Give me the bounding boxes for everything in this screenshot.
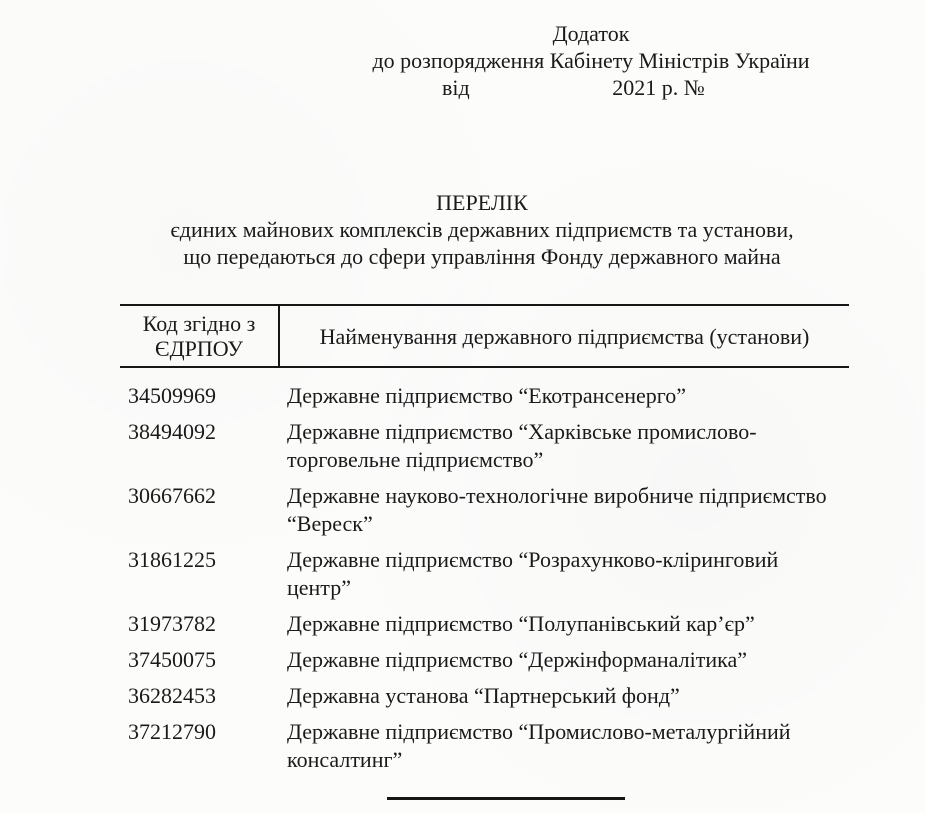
edrpou-code: 37450075 (128, 647, 216, 672)
table-row (128, 610, 853, 638)
appendix-header-line2: до розпорядження Кабінету Міністрів України (372, 48, 810, 73)
enterprise-name: Державне підприємство “Розрахунково-кліринговий центр” (287, 547, 779, 600)
appendix-header-line3 (360, 74, 822, 101)
document-title (102, 189, 862, 270)
enterprise-name: Державне підприємство “Полупанівський кар’єр” (287, 611, 755, 636)
table-row (128, 482, 853, 538)
enterprise-name: Державне підприємство “Держінформаналітика” (287, 647, 747, 672)
enterprise-name: Державне підприємство “Харківське промислово-торговельне підприємство” (287, 419, 757, 472)
name-header-label: Найменування державного підприємства (установи) (319, 323, 810, 349)
edrpou-code: 38494092 (128, 419, 216, 444)
table-row (128, 418, 853, 474)
table-row (128, 718, 853, 774)
edrpou-code: 30667662 (128, 483, 216, 508)
appendix-header (360, 20, 822, 101)
enterprise-name: Державне науково-технологічне виробниче підприємство “Вереск” (287, 483, 827, 536)
edrpou-code: 31973782 (128, 611, 216, 636)
bottom-divider-rule (387, 797, 625, 800)
edrpou-code: 37212790 (128, 719, 216, 744)
table-row (128, 546, 853, 602)
table-row (128, 682, 853, 710)
table-row (128, 382, 853, 410)
enterprise-name: Державне підприємство “Екотрансенерго” (287, 383, 687, 408)
enterprise-name: Державне підприємство “Промислово-металургійний консалтинг” (287, 719, 791, 772)
appendix-date-prefix: від (442, 75, 470, 100)
code-header-line2: ЄДРПОУ (155, 336, 243, 361)
appendix-date-suffix: 2021 р. № (612, 75, 705, 100)
document-title-line2: єдиних майнових комплексів державних підприємств та установи, (170, 217, 794, 242)
edrpou-code: 34509969 (128, 383, 216, 408)
appendix-header-line1: Додаток (552, 21, 630, 46)
table-header-code-column (120, 306, 280, 366)
table-header (120, 304, 849, 368)
table-body (128, 382, 853, 782)
table-header-name-column (280, 306, 849, 366)
edrpou-code: 31861225 (128, 547, 216, 572)
document-title-line1: ПЕРЕЛІК (436, 190, 528, 215)
code-header-line1: Код згідно з (142, 311, 256, 336)
table-row (128, 646, 853, 674)
enterprise-name: Державна установа “Партнерський фонд” (287, 683, 680, 708)
edrpou-code: 36282453 (128, 683, 216, 708)
document-title-line3: що передаються до сфери управління Фонду державного майна (183, 244, 781, 269)
